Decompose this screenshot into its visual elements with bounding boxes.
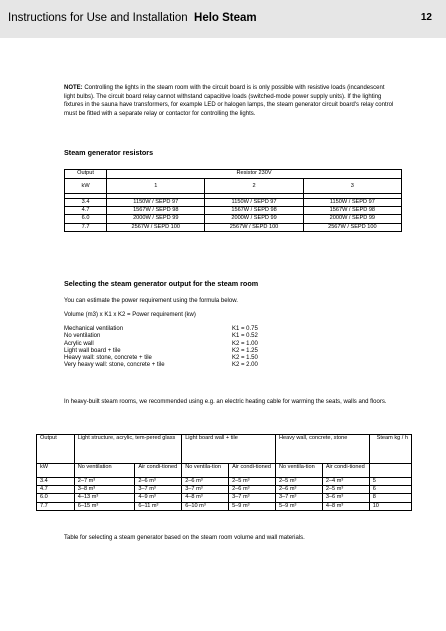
kw-label: kW [65,179,107,194]
page-number: 12 [420,12,432,23]
kw-label: kW [37,464,75,478]
table-row: 6.0 2000W / SEPD 99 2000W / SEPD 99 2000W / SEPD 99 [65,215,402,223]
table-row: 7.7 6–15 m³ 6–11 m³ 6–10 m³ 5–9 m³ 5–9 m³ 4–8 m³ 10 [37,502,412,510]
col-resistor: Resistor 230V [107,170,402,179]
col-output: Output [37,435,75,464]
table-row: 7.7 2567W / SEPD 100 2567W / SEPD 100 2567W / SEPD 100 [65,223,402,231]
document-title [8,12,257,24]
col-output: Output [65,170,107,179]
resistor-3: 3 [303,179,401,194]
list-item: Light wall board + tile K2 = 1.25 [64,347,258,354]
table-row: 6.0 4–13 m³ 4–9 m³ 4–8 m³ 3–7 m³ 3–7 m³ 3–6 m³ 8 [37,494,412,502]
note-paragraph [64,84,394,118]
table-row: 3.4 2–7 m³ 2–6 m³ 2–6 m³ 2–5 m³ 2–5 m³ 2–4 m³ 5 [37,478,412,486]
factor-list [64,326,258,370]
list-item: Mechanical ventilation K1 = 0.75 [64,326,258,332]
volume-table: Output Light structure, acrylic, tem-pered glass Light board wall + tile Heavy wall, concrete, stone Steam kg / h kW No ventilation Air condi-tioned No ventila-tion Air condi-tioned No ventila-tion Air condi-tioned 3.4 2–7 m³ 2–6 m³ 2–6 m³ 2–5 m³ 2–5 m³ 2–4 m³ 5 4.7 3–8 m³ 3–7 m³ 3–7 m³ 2–6 m³ 2–6 m³ 2–5 m³ 6 6.0 4–13 m³ 4–9 m³ 4–8 m³ 3–7 m³ 3–7 m³ 3–6 m³ 8 7.7 6–15 m³ 6–11 m³ 6–10 m³ 5–9 m³ 5–9 m³ 4–8 m³ 10 [36,434,412,511]
resistors-heading: Steam generator resistors [64,148,154,157]
heavy-room-text: In heavy-built steam rooms, we recommended using e.g. an electric heating cable for warming the seats, walls and floors. [64,399,387,405]
page-header [0,0,446,38]
formula: Volume (m3) x K1 x K2 = Power requirement (kw) [64,312,196,318]
note-label: NOTE: [64,85,83,91]
col-light-board: Light board wall + tile [182,435,276,464]
col-heavy-wall: Heavy wall, concrete, stone [275,435,369,464]
selecting-heading: Selecting the steam generator output for the steam room [64,279,259,288]
col-steam: Steam kg / h [369,435,411,464]
resistors-table [64,169,402,232]
list-item: No ventilation K1 = 0.52 [64,333,258,340]
list-item: Very heavy wall: stone, concrete + tile K2 = 2.00 [64,362,258,369]
note-text: Controlling the lights in the steam room with the circuit board is is only possible with resistive loads (incandescent light bulbs). The circuit board relay cannot withstand capacitive loads (switched-mode power supply units). If the lighting fixtures in the sauna have transformers, for example LED or halogen lamps, the steam generator circuit board's relay control must be fitted with a separate relay or contactor for controlling the lights. [64,85,394,117]
table-caption: Table for selecting a steam generator based on the steam room volume and wall materials. [64,535,305,541]
list-item: Acrylic wall K2 = 1.00 [64,340,258,347]
table-row: 3.4 1150W / SEPD 97 1150W / SEPD 97 1150W / SEPD 97 [65,199,402,207]
resistor-2: 2 [205,179,303,194]
resistor-1: 1 [107,179,205,194]
table-row: 4.7 1567W / SEPD 98 1567W / SEPD 98 1567W / SEPD 98 [65,207,402,215]
list-item: Heavy wall: stone, concrete + tile K2 = 1.50 [64,355,258,362]
col-light-structure: Light structure, acrylic, tem-pered glass [74,435,181,464]
selecting-intro: You can estimate the power requirement using the formula below. [64,298,238,304]
title-prefix: Instructions for Use and Installation [8,12,188,24]
table-row: 4.7 3–8 m³ 3–7 m³ 3–7 m³ 2–6 m³ 2–6 m³ 2–5 m³ 6 [37,486,412,494]
title-brand: Helo Steam [194,12,257,24]
